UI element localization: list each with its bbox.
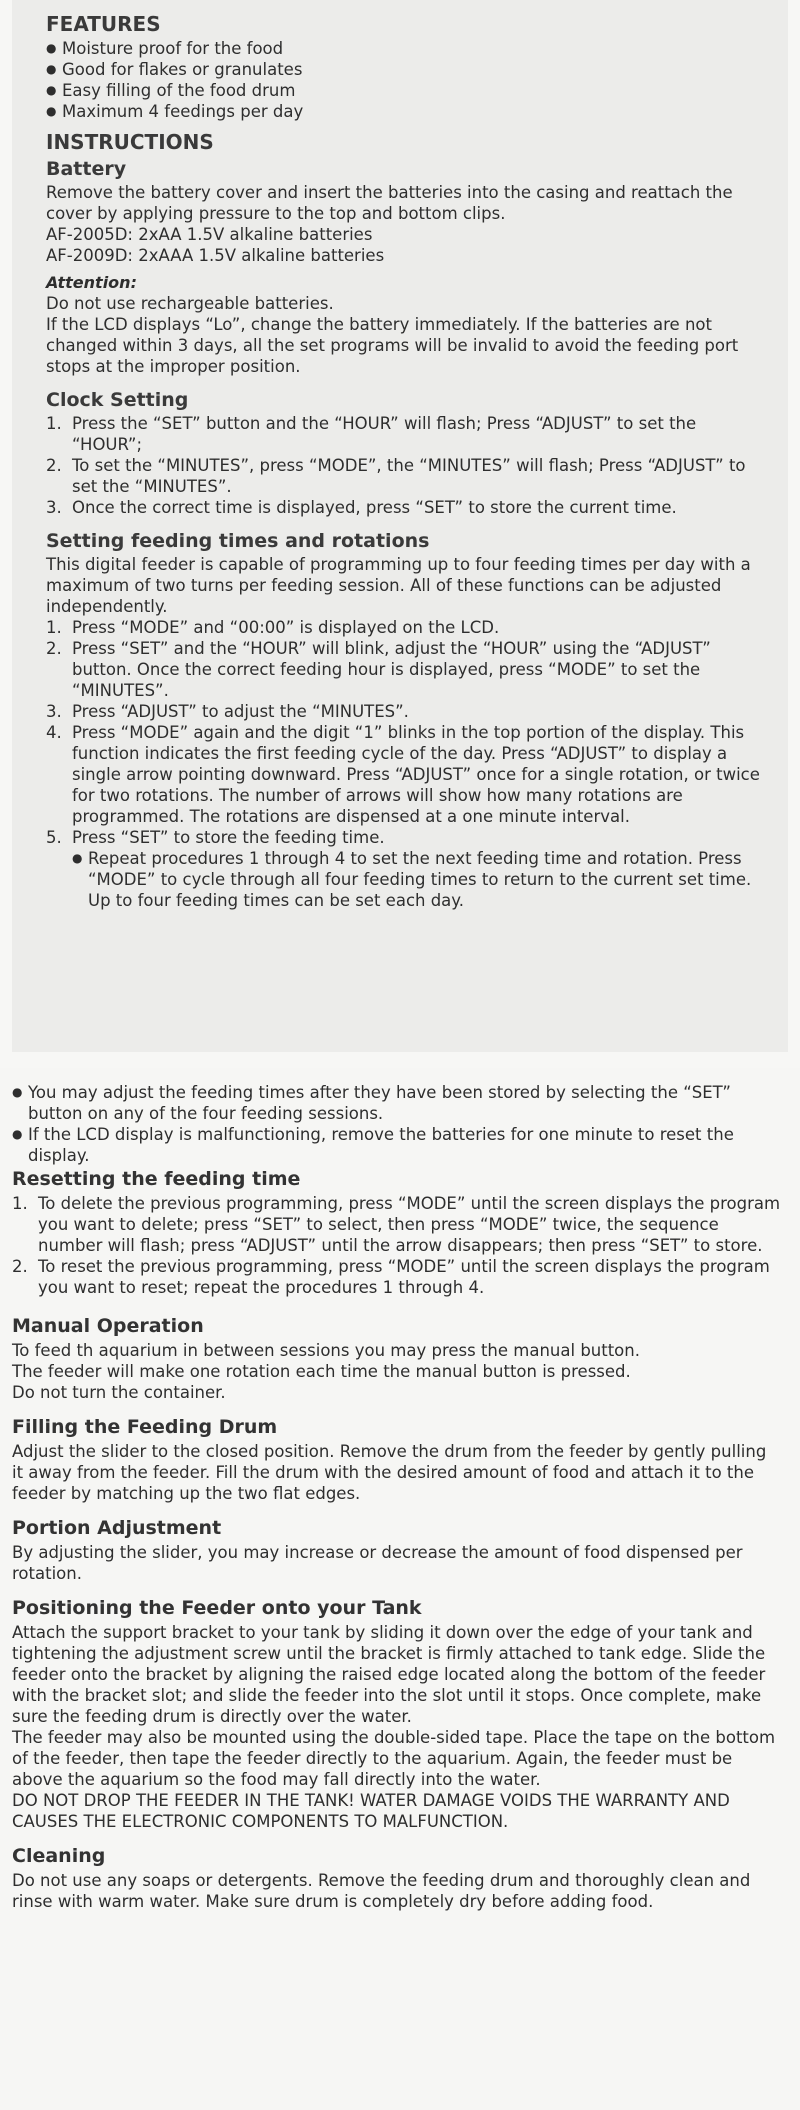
features-title: FEATURES <box>46 12 161 36</box>
resetting-step: 2. To reset the previous programming, press “MODE” until the screen displays the program you want to reset; repeat the procedures 1 through 4. <box>12 1257 770 1297</box>
feature-item: ● Moisture proof for the food <box>46 38 766 59</box>
feeding-title: Setting feeding times and rotations <box>46 530 430 552</box>
feeding-step: 2. Press “SET” and the “HOUR” will blink, adjust the “HOUR” using the “ADJUST” button. Once the correct feeding hour is displayed, press “MODE” to set the “MINUTES”. <box>46 639 711 700</box>
feeding-intro: This digital feeder is capable of programming up to four feeding times per day with a maximum of two turns per feeding session. All of these functions can be adjusted independently. <box>46 555 751 616</box>
feature-item: ● Easy filling of the food drum <box>46 80 766 101</box>
clock-step: 2. To set the “MINUTES”, press “MODE”, the “MINUTES” will flash; Press “ADJUST” to set the “MINUTES”. <box>46 456 746 496</box>
feeding-repeat-list <box>46 848 766 911</box>
instructions-title: INSTRUCTIONS <box>46 130 214 154</box>
clock-steps <box>46 413 766 518</box>
feature-item: ● Maximum 4 feedings per day <box>46 101 766 122</box>
note-item: ● If the LCD display is malfunctioning, remove the batteries for one minute to reset the display. <box>12 1124 782 1166</box>
feeding-step: 1. Press “MODE” and “00:00” is displayed on the LCD. <box>46 618 500 637</box>
feeding-step: 5. Press “SET” to store the feeding time. <box>46 828 385 847</box>
resetting-steps <box>12 1193 782 1298</box>
positioning-text-2: The feeder may also be mounted using the double-sided tape. Place the tape on the bottom of the feeder, then tape the feeder directly to the aquarium. Again, the feeder must be above the aquarium so the food may fall directly into the water. <box>12 1728 776 1789</box>
manual-operation-text: To feed th aquarium in between sessions you may press the manual button. The feeder will make one rotation each time the manual button is pressed. Do not turn the container. <box>12 1341 640 1402</box>
notes-list <box>12 1082 782 1166</box>
filling-drum-text: Adjust the slider to the closed position. Remove the drum from the feeder by gently pulling it away from the feeder. Fill the drum with the desired amount of food and attach it to the feeder by matching up the two flat edges. <box>12 1442 767 1503</box>
feeding-step: 3. Press “ADJUST” to adjust the “MINUTES”. <box>46 702 409 721</box>
portion-adjustment-text: By adjusting the slider, you may increase or decrease the amount of food dispensed per rotation. <box>12 1543 743 1583</box>
clock-step: 1. Press the “SET” button and the “HOUR” will flash; Press “ADJUST” to set the “HOUR”; <box>46 414 697 454</box>
clock-setting-title: Clock Setting <box>46 389 189 411</box>
portion-adjustment-title: Portion Adjustment <box>12 1517 222 1539</box>
manual-operation-title: Manual Operation <box>12 1315 204 1337</box>
filling-drum-title: Filling the Feeding Drum <box>12 1416 278 1438</box>
battery-text: Remove the battery cover and insert the batteries into the casing and reattach the cover by applying pressure to the top and bottom clips. <box>46 183 733 223</box>
positioning-text-1: Attach the support bracket to your tank by sliding it down over the edge of your tank and tightening the adjustment screw until the bracket is firmly attached to tank edge. Slide the feeder onto the bracket by aligning the raised edge located along the bottom of the feeder with the bracket slot; and slide the feeder into the slot until it stops. Once complete, make sure the feeding drum is directly over the water. <box>12 1623 766 1726</box>
battery-title: Battery <box>46 158 127 180</box>
model-af2009d: AF-2009D: 2xAAA 1.5V alkaline batteries <box>46 246 385 265</box>
cleaning-title: Cleaning <box>12 1845 106 1867</box>
model-af2005d: AF-2005D: 2xAA 1.5V alkaline batteries <box>46 225 373 244</box>
positioning-warning: DO NOT DROP THE FEEDER IN THE TANK! WATER DAMAGE VOIDS THE WARRANTY AND CAUSES THE ELECTRONIC COMPONENTS TO MALFUNCTION. <box>12 1791 730 1831</box>
attention-text: Do not use rechargeable batteries. If the LCD displays “Lo”, change the battery immediately. If the batteries are not changed within 3 days, all the set programs will be invalid to avoid the feeding port stops at the improper position. <box>46 294 739 376</box>
resetting-step: 1. To delete the previous programming, press “MODE” until the screen displays the program you want to delete; press “SET” to select, then press “MODE” twice, the sequence number will flash; press “ADJUST” until the arrow disappears; then press “SET” to store. <box>12 1194 781 1255</box>
attention-label: Attention: <box>46 273 137 292</box>
positioning-title: Positioning the Feeder onto your Tank <box>12 1597 422 1619</box>
bottom-column <box>12 1165 782 1912</box>
clock-step: 3. Once the correct time is displayed, press “SET” to store the current time. <box>46 498 677 517</box>
feature-item: ● Good for flakes or granulates <box>46 59 766 80</box>
note-item: ● You may adjust the feeding times after they have been stored by selecting the “SET” button on any of the four feeding sessions. <box>12 1082 782 1124</box>
feeding-repeat-note: ● Repeat procedures 1 through 4 to set the next feeding time and rotation. Press “MODE” to cycle through all four feeding times to return to the current set time. Up to four feeding times can be set each day. <box>72 848 766 911</box>
feeding-steps <box>46 617 766 848</box>
notes-column <box>12 1068 782 1166</box>
resetting-title: Resetting the feeding time <box>12 1168 301 1190</box>
features-list <box>46 38 766 122</box>
cleaning-text: Do not use any soaps or detergents. Remove the feeding drum and thoroughly clean and rinse with warm water. Make sure drum is completely dry before adding food. <box>12 1871 751 1911</box>
feeding-step: 4. Press “MODE” again and the digit “1” blinks in the top portion of the display. This function indicates the first feeding cycle of the day. Press “ADJUST” to display a single arrow pointing downward. Press “ADJUST” once for a single rotation, or twice for two rotations. The number of arrows will show how many rotations are programmed. The rotations are dispensed at a one minute interval. <box>46 723 760 826</box>
top-column <box>46 10 766 911</box>
